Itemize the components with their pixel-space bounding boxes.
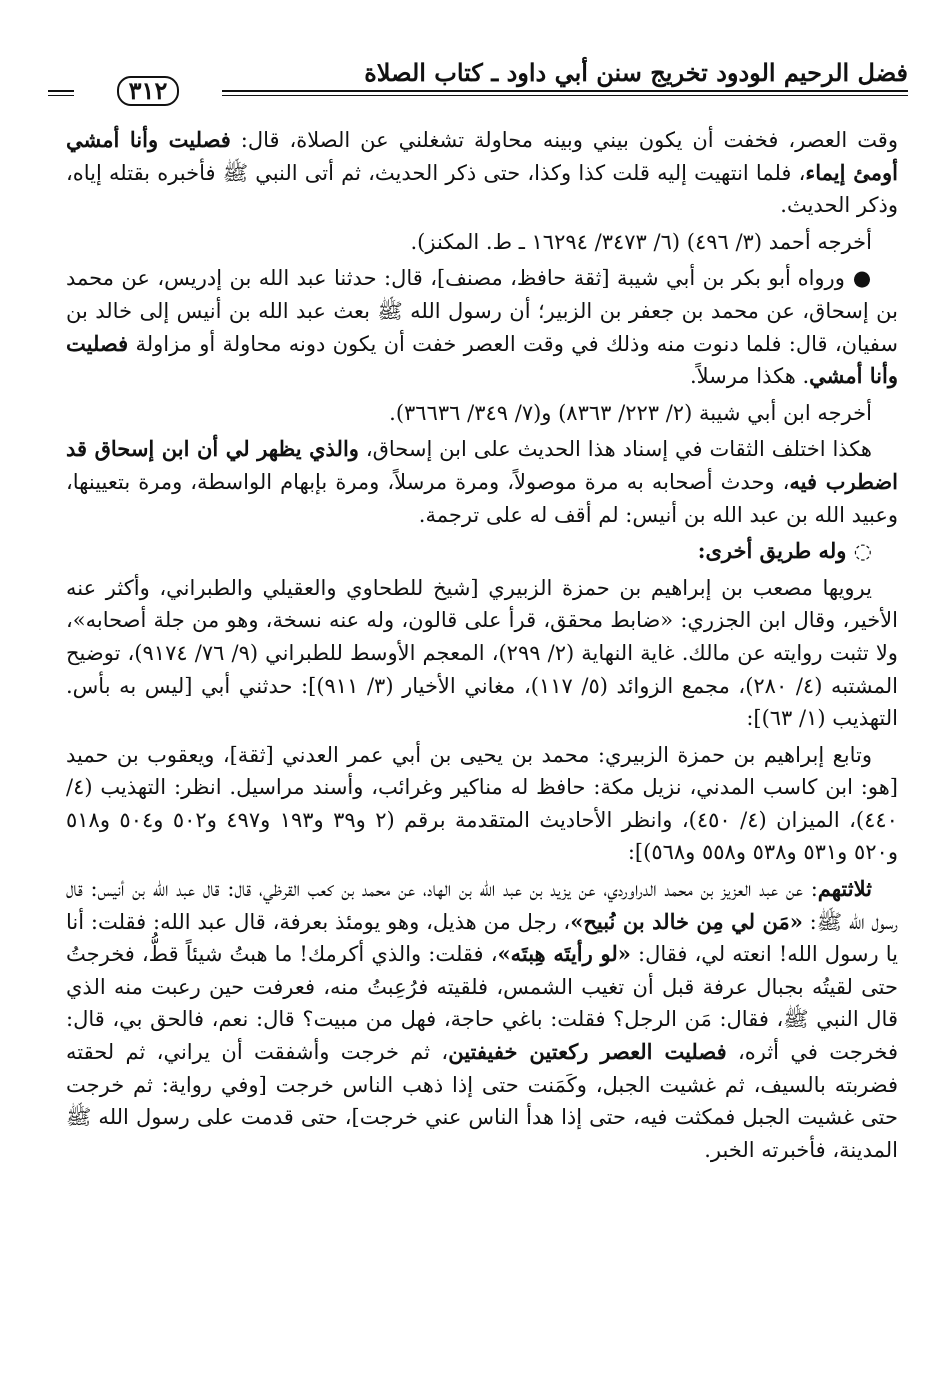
paragraph — [66, 124, 898, 222]
text-run: ورواه أبو بكر بن أبي شيبة [ثقة حافظ، مصنف]، قال: حدثنا عبد الله بن إدريس، عن محمد بن إسحاق، عن محمد بن جعفر بن الزبير؛ أن رسول الله ﷺ بعث عبد الله بن أنيس إلى خالد بن سفيان، قال: فلما دنوت منه وذلك في وقت العصر خفت أن يكون دونه محاولة أو مزاولة — [66, 266, 898, 356]
page-number: ٣١٢ — [117, 76, 180, 106]
text-run: . هكذا مرسلاً. — [689, 364, 810, 389]
bold-text-run: فصليت وأنا أمشي — [66, 330, 898, 389]
bold-text-run: فصليت العصر ركعتين خفيفتين — [448, 1039, 727, 1065]
bold-text-run: ثلاثتهم — [817, 876, 872, 902]
header-title: فضل الرحيم الودود تخريج سنن أبي داود ـ كتاب الصلاة — [364, 58, 908, 87]
body-text — [66, 124, 898, 1166]
text-run: ، وحدث أصحابه به مرة موصولاً، ومرة مرسلاً، ومرة بإبهام الواسطة، ومرة بتعيينها، وعبيد الله بن عبد الله بن أنيس: لم أقف له على ترجمة. — [66, 469, 898, 527]
bold-text-run: ◌ وله طريق أخرى: — [697, 538, 872, 564]
text-run: يرويها مصعب بن إبراهيم بن حمزة الزبيري [شيخ للطحاوي والعقيلي والطبراني، وأكثر عنه الأخير، وقال ابن الجزري: «ضابط محقق، قرأ على قالون، وله عنه نسخة، وهو من جلة أصحابه»، ولا تثبت روايته عن مالك. غاية النهاية (٢/ ٢٩٩)، المعجم الأوسط للطبراني (٩/ ٧٦/ ٩١٧٤)، توضيح المشتبه (٤/ ٢٨٠)، مجمع الزوائد (٥/ ١١٧)، مغاني الأخيار (٣/ ٩١١)]: حدثني أبي [ليس به بأس. التهذيب (١/ ٦٣)]: — [66, 575, 898, 731]
paragraph — [66, 262, 898, 392]
bold-text-run: ● — [844, 265, 872, 291]
paragraph — [66, 535, 898, 568]
bold-text-run: فصليت وأنا أمشي أومئ إيماء — [66, 127, 898, 185]
text-run: ، فلما انتهيت إليه قلت كذا وكذا، حتى ذكر الحديث، ثم أتى النبي ﷺ فأخبره بقتله إياه، وذكر الحديث. — [66, 160, 898, 218]
bold-text-run: «لو رأيتَه هِبتَه» — [497, 941, 631, 967]
text-run: ، ثم خرجت وأشفقت أن يراني، ثم لحقته فضربته بالسيف، ثم غشيت الجبل، وكَمَنت حتى إذا ذهب الناس خرجت [وفي رواية: ثم خرجت حتى غشيت الجبل فمكثت فيه، حتى إذا هدأ الناس عني خرجت]، حتى قدمت على رسول الله ﷺ المدينة، فأخبرته الخبر. — [66, 1040, 898, 1162]
paragraph — [66, 397, 898, 430]
paragraph — [66, 572, 898, 735]
text-run: أخرجه ابن أبي شيبة (٢/ ٢٢٣/ ٨٣٦٣) و(٧/ ٣٤٩/ ٣٦٦٣٦). — [389, 400, 872, 425]
bold-text-run: والذي يظهر لي أن ابن إسحاق قد اضطرب فيه — [66, 436, 899, 494]
text-run: أخرجه أحمد (٣/ ٤٩٦) (٦/ ٣٤٧٣/ ١٦٢٩٤ ـ ط. المكنز). — [410, 229, 872, 254]
paragraph — [66, 226, 898, 259]
text-run: ، فقلت: والذي أكرمك! ما هبتُ شيئاً قطُّ، فخرجتُ حتى لقيتُه بجبال عرفة قبل أن تغيب الشمس، فلقيته فرُعِبتُ منه، فعرفت حين رعبت منه الذي قال النبي ﷺ، فقال: مَن الرجل؟ فقلت: باغي حاجة، فهل من مبيت؟ قال: نعم، فالحق بي، قال: فخرجت في أثره، — [66, 942, 898, 1065]
text-run: : عن عبد العزيز بن محمد الدراوردي، عن يزيد بن عبد الله بن الهاد، عن محمد بن كعب القرظي، قال: قال عبد الله بن أنيس: قال رسول الله ﷺ: — [66, 877, 898, 934]
paragraph — [66, 433, 898, 531]
page-number-ornament — [74, 74, 222, 108]
paragraph — [66, 739, 898, 869]
text-run: وقت العصر، فخفت أن يكون بيني وبينه محاولة تشغلني عن الصلاة، قال: — [230, 128, 898, 152]
paragraph — [66, 873, 898, 1166]
running-header — [48, 48, 908, 106]
text-run: هكذا اختلف الثقات في إسناد هذا الحديث على ابن إسحاق، — [358, 437, 872, 462]
text-run: ، رجل من هذيل، وهو يومئذ بعرفة، قال عبد الله: فقلت: أنا يا رسول الله! انعته لي، فقال: — [66, 909, 899, 967]
text-run: وتابع إبراهيم بن حمزة الزبيري: محمد بن يحيى بن أبي عمر العدني [ثقة]، ويعقوب بن حميد [هو: ابن كاسب المدني، نزيل مكة: حافظ له مناكير وغرائب، وأسند مراسيل. انظر: التهذيب (٤/ ٤٤٠)، الميزان (٤/ ٤٥٠)، وانظر الأحاديث المتقدمة برقم (٢ و٣٩ و١٩٣ و٤٩٧ و٥٠٢ و٥٠٤ و٥١٨ و٥٢٠ و٥٣١ و٥٣٨ و٥٥٨ و٥٦٨)]: — [66, 742, 898, 865]
bold-text-run: «مَن لي مِن خالد بن نُبيح» — [570, 908, 803, 934]
